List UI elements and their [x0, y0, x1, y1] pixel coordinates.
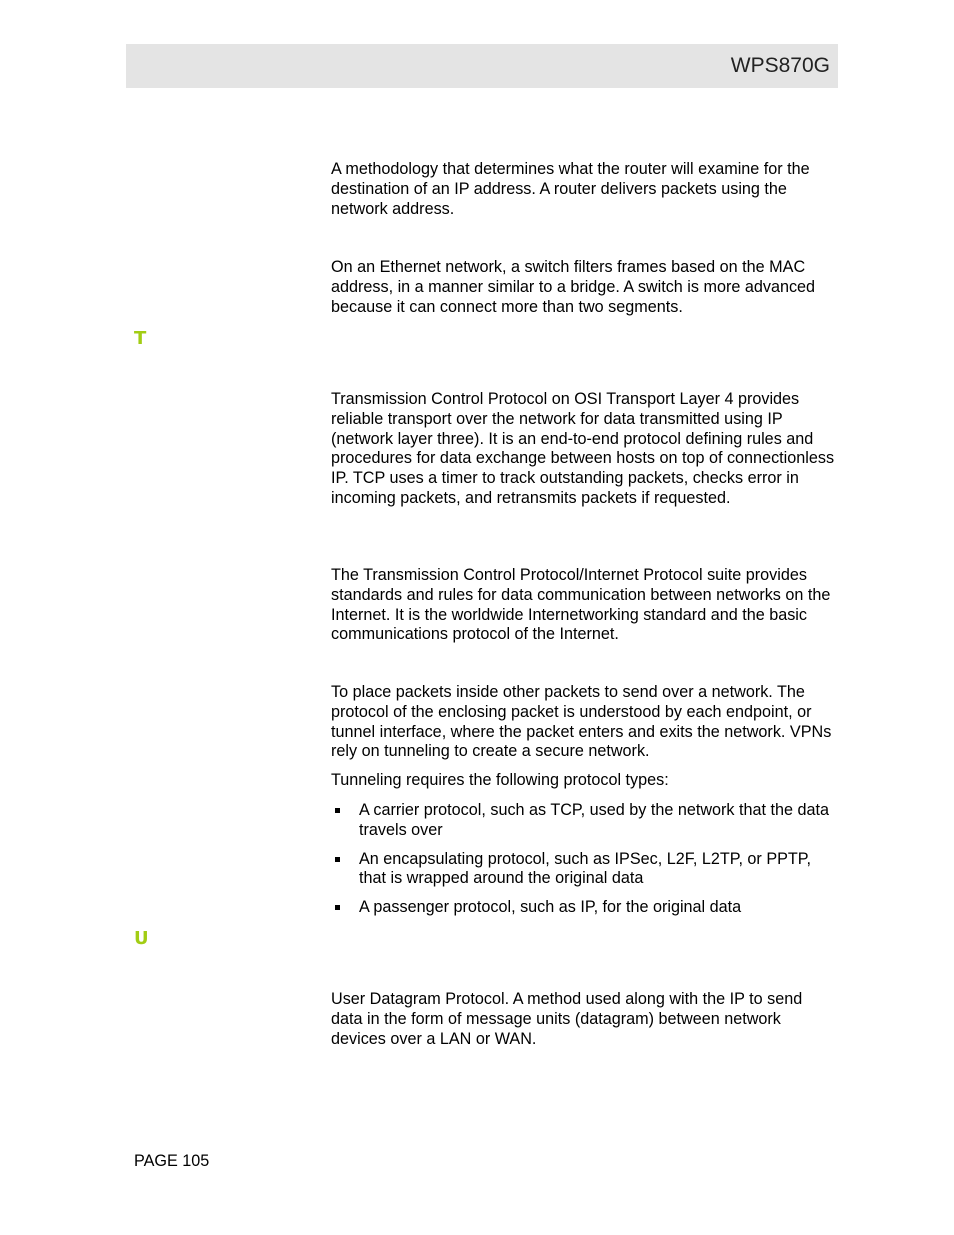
section-letter-t: T — [134, 328, 147, 349]
bullet-square-icon — [335, 808, 340, 813]
switch-definition: On an Ethernet network, a switch filters frames based on the MAC address, in a manner similar to a bridge. A switch is more advanced because it can connect more than two segments. — [331, 258, 816, 316]
bullet-square-icon — [335, 905, 340, 910]
list-item — [331, 898, 836, 918]
list-item — [331, 850, 836, 890]
list-item-text: A passenger protocol, such as IP, for the original data — [359, 898, 742, 917]
udp-definition: User Datagram Protocol. A method used along with the IP to send data in the form of message units (datagram) between network devices over a LAN or WAN. — [331, 990, 803, 1048]
tcpip-definition: The Transmission Control Protocol/Internet Protocol suite provides standards and rules for data communication between networks on the Internet. It is the worldwide Internetworking standard and the basic communications protocol of the Internet. — [331, 566, 831, 644]
tcp-definition: Transmission Control Protocol on OSI Transport Layer 4 provides reliable transport over the network for data transmitted using IP (network layer three). It is an end-to-end protocol defining rules and procedures for data exchange between hosts on top of connectionless IP. TCP uses a timer to track outstanding packets, checks error in incoming packets, and retransmits packets if requested. — [331, 390, 835, 507]
document-title: WPS870G — [730, 54, 830, 77]
tunneling-protocol-list — [331, 801, 836, 927]
page-header — [126, 44, 838, 88]
routing-definition: A methodology that determines what the router will examine for the destination of an IP address. A router delivers packets using the network address. — [331, 160, 810, 218]
tunneling-definition: To place packets inside other packets to send over a network. The protocol of the enclosing packet is understood by each endpoint, or tunnel interface, where the packet enters and exits the network. VPNs rely on tunneling to create a secure network. — [331, 683, 832, 761]
list-item-text: A carrier protocol, such as TCP, used by the network that the data travels over — [359, 801, 829, 839]
page-number: PAGE 105 — [134, 1152, 210, 1170]
list-item-text: An encapsulating protocol, such as IPSec, L2F, L2TP, or PPTP, that is wrapped around the original data — [359, 849, 812, 888]
tunneling-intro: Tunneling requires the following protocol types: — [331, 771, 669, 789]
section-letter-u: U — [134, 928, 149, 949]
bullet-square-icon — [335, 857, 340, 862]
list-item — [331, 801, 836, 841]
